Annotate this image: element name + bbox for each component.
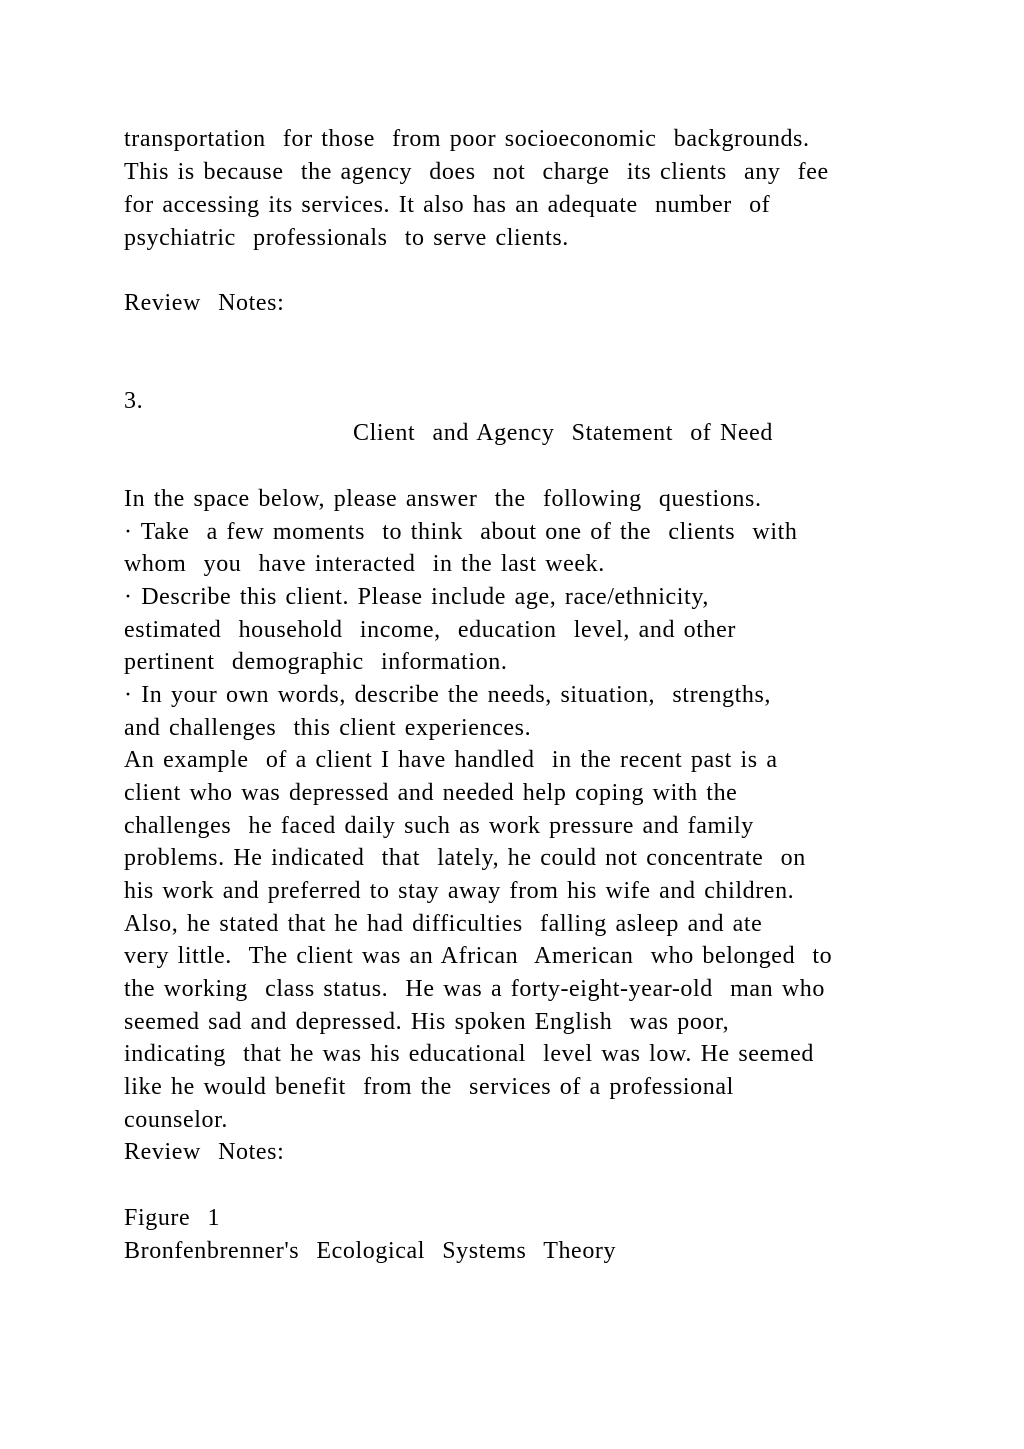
instruction-line: and challenges this client experiences.	[124, 715, 532, 741]
response-line: counselor.	[124, 1107, 228, 1133]
instruction-line: · Take a few moments to think about one of the clients with	[124, 519, 798, 545]
response-line: seemed sad and depressed. His spoken English was poor,	[124, 1009, 730, 1035]
response-line: Also, he stated that he had difficulties falling asleep and ate	[124, 911, 763, 937]
response-line: indicating that he was his educational level was low. He seemed	[124, 1041, 814, 1067]
intro-line: This is because the agency does not charge its clients any fee	[124, 159, 829, 185]
intro-line: transportation for those from poor socioeconomic backgrounds.	[124, 126, 810, 152]
response-line: his work and preferred to stay away from his wife and children.	[124, 878, 795, 904]
instruction-line: whom you have interacted in the last week.	[124, 551, 605, 577]
section-title: Client and Agency Statement of Need	[353, 420, 774, 446]
instruction-line: estimated household income, education level, and other	[124, 617, 736, 643]
section-number: 3.	[124, 388, 144, 414]
instruction-line: · Describe this client. Please include age, race/ethnicity,	[124, 584, 709, 610]
response-line: like he would benefit from the services of a professional	[124, 1074, 734, 1100]
response-line: challenges he faced daily such as work pressure and family	[124, 813, 754, 839]
instruction-line: pertinent demographic information.	[124, 649, 508, 675]
intro-line: for accessing its services. It also has an adequate number of	[124, 192, 771, 218]
review-notes-label: Review Notes:	[124, 1139, 285, 1165]
figure-label: Figure 1	[124, 1205, 221, 1231]
response-line: problems. He indicated that lately, he could not concentrate on	[124, 845, 806, 871]
instruction-line: In the space below, please answer the following questions.	[124, 486, 762, 512]
instruction-line: · In your own words, describe the needs, situation, strengths,	[124, 682, 772, 708]
review-notes-label: Review Notes:	[124, 290, 285, 316]
response-line: the working class status. He was a forty-eight-year-old man who	[124, 976, 825, 1002]
response-line: very little. The client was an African American who belonged to	[124, 943, 833, 969]
intro-line: psychiatric professionals to serve clients.	[124, 225, 569, 251]
response-line: An example of a client I have handled in the recent past is a	[124, 747, 778, 773]
response-line: client who was depressed and needed help coping with the	[124, 780, 738, 806]
figure-title: Bronfenbrenner's Ecological Systems Theory	[124, 1238, 617, 1264]
